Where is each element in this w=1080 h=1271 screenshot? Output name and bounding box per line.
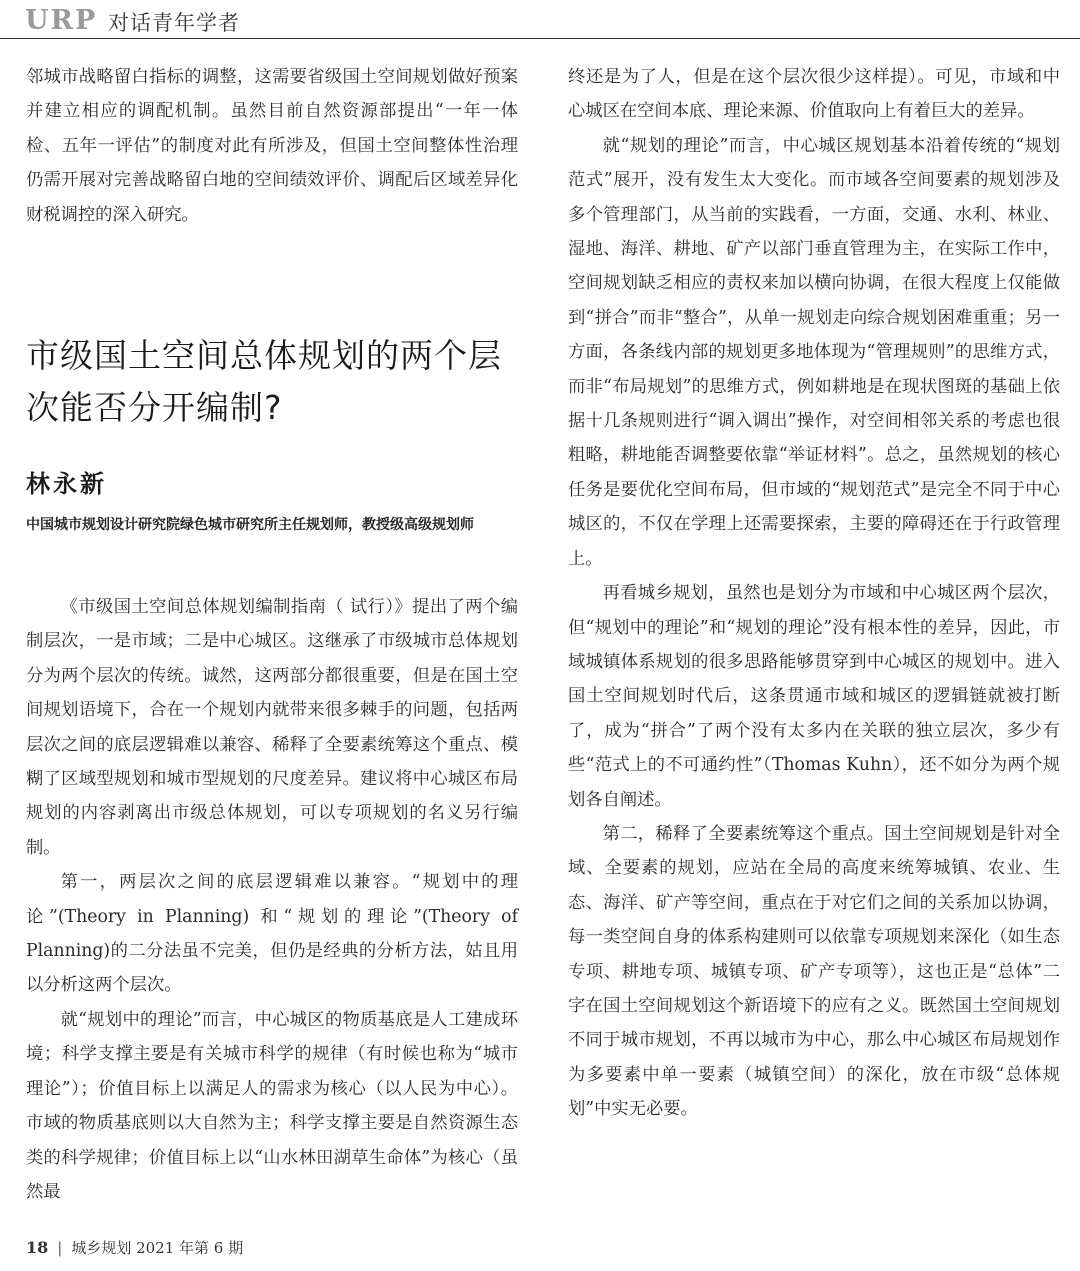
body-paragraph: 《市级国土空间总体规划编制指南（ 试行）》提出了两个编制层次，一是市域；二是中心城区。这继承了市级城市总体规划分为两个层次的传统。诚然，这两部分都很重要，但是在国土空间规划语境下，合在一个规划内就带来很多棘手的问题，包括两层次之间的底层逻辑难以兼容、稀释了全要素统筹这个重点、模糊了区域型规划和城市型规划的尺度差异。建议将中心城区布局规划的内容剥离出市级总体规划，可以专项规划的名义另行编制。 xyxy=(26,597,518,858)
journal-issue: 城乡规划 2021 年第 6 期 xyxy=(71,1239,244,1257)
right-column xyxy=(568,60,1060,1127)
continued-paragraph: 终还是为了人，但是在这个层次很少这样提）。可见，市域和中心城区在空间本底、理论来源、价值取向上有着巨大的差异。 xyxy=(568,67,1060,122)
header-divider xyxy=(0,38,1080,39)
author-name: 林永新 xyxy=(26,470,107,498)
page-header xyxy=(0,0,1080,40)
body-paragraph: 就“规划的理论”而言，中心城区规划基本沿着传统的“规划范式”展开，没有发生太大变化。而市域各空间要素的规划涉及多个管理部门，从当前的实践看，一方面，交通、水利、林业、湿地、海洋、耕地、矿产以部门垂直管理为主，在实际工作中，空间规划缺乏相应的责权来加以横向协调，在很大程度上仅能做到“拼合”而非“整合”，从单一规划走向综合规划困难重重；另一方面，各条线内部的规划更多地体现为“管理规则”的思维方式，而非“布局规划”的思维方式，例如耕地是在现状图斑的基础上依据十几条规则进行“调入调出”操作，对空间相邻关系的考虑也很粗略，耕地能否调整要依靠“举证材料”。总之，虽然规划的核心任务是要优化空间布局，但市域的“规划范式”是完全不同于中心城区的，不仅在学理上还需要探索，主要的障碍还在于行政管理上。 xyxy=(568,135,1060,569)
author-affiliation: 中国城市规划设计研究院绿色城市研究所主任规划师，教授级高级规划师 xyxy=(26,517,474,533)
section-title: 对话青年学者 xyxy=(108,11,240,35)
body-paragraph: 就“规划中的理论”而言，中心城区的物质基底是人工建成环境；科学支撑主要是有关城市科学的规律（有时候也称为“城市理论”）；价值目标上以满足人的需求为核心（以人民为中心）。市域的物质基底则以大自然为主；科学支撑主要是自然资源生态类的科学规律；价值目标上以“山水林田湖草生命体”为核心（虽然最 xyxy=(26,1009,518,1202)
page-footer xyxy=(26,1237,243,1259)
page-number: 18 xyxy=(26,1238,49,1257)
body-paragraph: 第二，稀释了全要素统筹这个重点。国土空间规划是针对全域、全要素的规划，应站在全局的高度来统筹城镇、农业、生态、海洋、矿产等空间，重点在于对它们之间的关系加以协调，每一类空间自身的体系构建则可以依靠专项规划来深化（如生态专项、耕地专项、城镇专项、矿产专项等），这也正是“总体”二字在国土空间规划这个新语境下的应有之义。既然国土空间规划不同于城市规划，不再以城市为中心，那么中心城区布局规划作为多要素中单一要素（城镇空间）的深化，放在市级“总体规划”中实无必要。 xyxy=(568,823,1060,1120)
footer-separator: | xyxy=(57,1239,63,1257)
body-paragraph: 再看城乡规划，虽然也是划分为市域和中心城区两个层次，但“规划中的理论”和“规划的理论”没有根本性的差异，因此，市域城镇体系规划的很多思路能够贯穿到中心城区的规划中。进入国土空间规划时代后，这条贯通市域和城区的逻辑链就被打断了，成为“拼合”了两个没有太多内在关联的独立层次，多少有些“范式上的不可通约性”（Thomas Kuhn），还不如分为两个规划各自阐述。 xyxy=(568,583,1060,810)
body-paragraph: 第一，两层次之间的底层逻辑难以兼容。“规划中的理论”(Theory in Planning) 和“规划的理论”(Theory of Planning)的二分法虽不完美，但仍是经典的分析方法，姑且用以分析这两个层次。 xyxy=(26,872,518,996)
left-column-top xyxy=(26,60,518,232)
continued-paragraph: 邻城市战略留白指标的调整，这需要省级国土空间规划做好预案并建立相应的调配机制。虽然目前自然资源部提出“一年一体检、五年一评估”的制度对此有所涉及，但国土空间整体性治理仍需开展对完善战略留白地的空间绩效评价、调配后区域差异化财税调控的深入研究。 xyxy=(26,67,518,225)
left-column-body xyxy=(26,590,518,1209)
article-title: 市级国土空间总体规划的两个层次能否分开编制? xyxy=(26,336,502,427)
journal-logo: URP xyxy=(25,5,98,36)
